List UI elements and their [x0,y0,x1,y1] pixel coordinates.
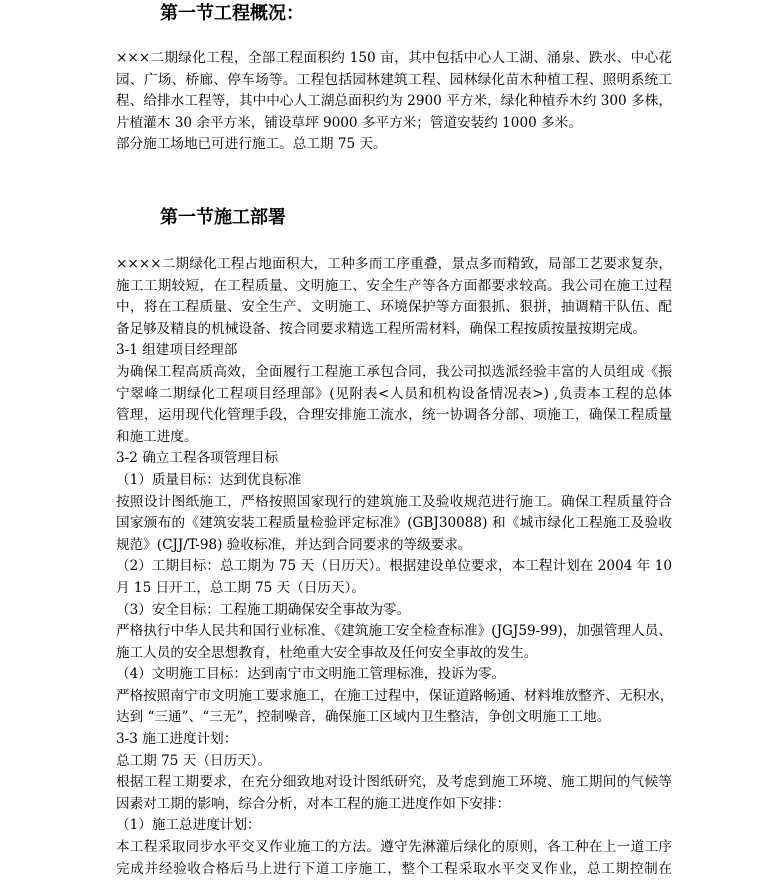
subsection-heading: 3-1 组建项目经理部 [116,342,238,359]
text-line: 片植灌木 30 余平方米，铺设草坪 9000 多平方米；管道安装约 1000 多米。 [116,114,582,131]
subsection-heading: 3-2 确立工程各项管理目标 [116,450,279,467]
goal-item: （1）质量目标：达到优良标准 [116,471,302,488]
text-line: 总工期 75 天（日历天）。 [116,752,272,769]
text-line: 严格按照南宁市文明施工要求施工，在施工过程中，保证道路畅通、材料堆放整齐、无积水， [116,687,674,704]
text-line: 程、给排水工程等，其中中心人工湖总面积约为 2900 平方米，绿化种植乔木约 300 多株， [116,93,672,110]
text-line: 管理，运用现代化管理手段，合理安排施工流水，统一协调各分部、项施工，确保工程质量 [116,407,672,424]
text-line: 部分施工场地已可进行施工。总工期 75 天。 [116,136,387,153]
text-line: 因素对工期的影响，综合分析，对本工程的施工进度作如下安排： [116,795,511,812]
text-line: 中，将在工程质量、安全生产、文明施工、环境保护等方面狠抓、狠拼，抽调精干队伍、配 [116,299,672,316]
text-line: 严格执行中华人民共和国行业标准、《建筑施工安全检查标准》(JGJ59-99)，加强管理人员、 [116,623,672,640]
text-line: 根据工程工期要求，在充分细致地对设计图纸研究，及考虑到施工环境、施工期间的气候等 [116,774,672,791]
construction-deployment-text [116,254,672,880]
project-overview-text [116,48,672,156]
text-line: 和施工进度。 [116,428,198,445]
text-line: 达到 “三通”、“三无”，控制噪音，确保施工区域内卫生整洁，争创文明施工工地。 [116,709,611,726]
text-line: 完成并经验收合格后马上进行下道工序施工，整个工程采取水平交叉作业，总工期控制在 [116,860,672,877]
text-line: 备足够及精良的机械设备、按合同要求精选工程所需材料，确保工程按质按量按期完成。 [116,320,647,337]
text-line: 国家颁布的《建筑安装工程质量检验评定标准》(GBJ30088) 和《城市绿化工程施工及验收 [116,515,672,532]
text-line: 月 15 日开工，总工期 75 天（日历天）。 [116,579,365,596]
goal-item: （1）施工总进度计划： [116,817,261,834]
goal-item: （2）工期目标：总工期为 75 天（日历天）。根据建设单位要求，本工程计划在 2004 年 10 [116,558,672,575]
text-line: 规范》(CJJ/T-98) 验收标准，并达到合同要求的等级要求。 [116,536,472,553]
section-heading-construction-deployment: 第一节施工部署 [160,207,286,228]
text-line: 施工工期较短，在工程质量、文明施工、安全生产等各方面都要求较高。我公司在施工过程 [116,277,672,294]
goal-item: （3）安全目标：工程施工期确保安全事故为零。 [116,601,411,618]
text-line: 本工程采取同步水平交叉作业施工的方法。遵守先淋灌后绿化的原则，各工种在上一道工序 [116,839,672,856]
text-line: 为确保工程高质高效，全面履行工程施工承包合同，我公司拟选派经验丰富的人员组成《振 [116,363,672,380]
goal-item: （4）文明施工目标：达到南宁市文明施工管理标准，投诉为零。 [116,666,506,683]
text-line: 园、广场、桥廊、停车场等。工程包括园林建筑工程、园林绿化苗木种植工程、照明系统工 [116,71,672,88]
text-line: 按照设计图纸施工，严格按照国家现行的建筑施工及验收规范进行施工。确保工程质量符合 [116,493,672,510]
text-line: 施工人员的安全思想教育，杜绝重大安全事故及任何安全事故的发生。 [116,644,538,661]
subsection-heading: 3-3 施工进度计划： [116,731,238,748]
text-line: ××××二期绿化工程占地面积大，工种多而工序重叠，景点多而精致，局部工艺要求复杂， [116,256,672,272]
text-line: 宁翠峰二期绿化工程项目经理部》(见附表<人员和机构设备情况表>) ,负责本工程的总体 [116,385,672,402]
section-heading-project-overview: 第一节工程概况： [160,3,304,24]
text-line: ×××二期绿化工程，全部工程面积约 150 亩，其中包括中心人工湖、涌泉、跌水、中心花 [116,50,672,66]
